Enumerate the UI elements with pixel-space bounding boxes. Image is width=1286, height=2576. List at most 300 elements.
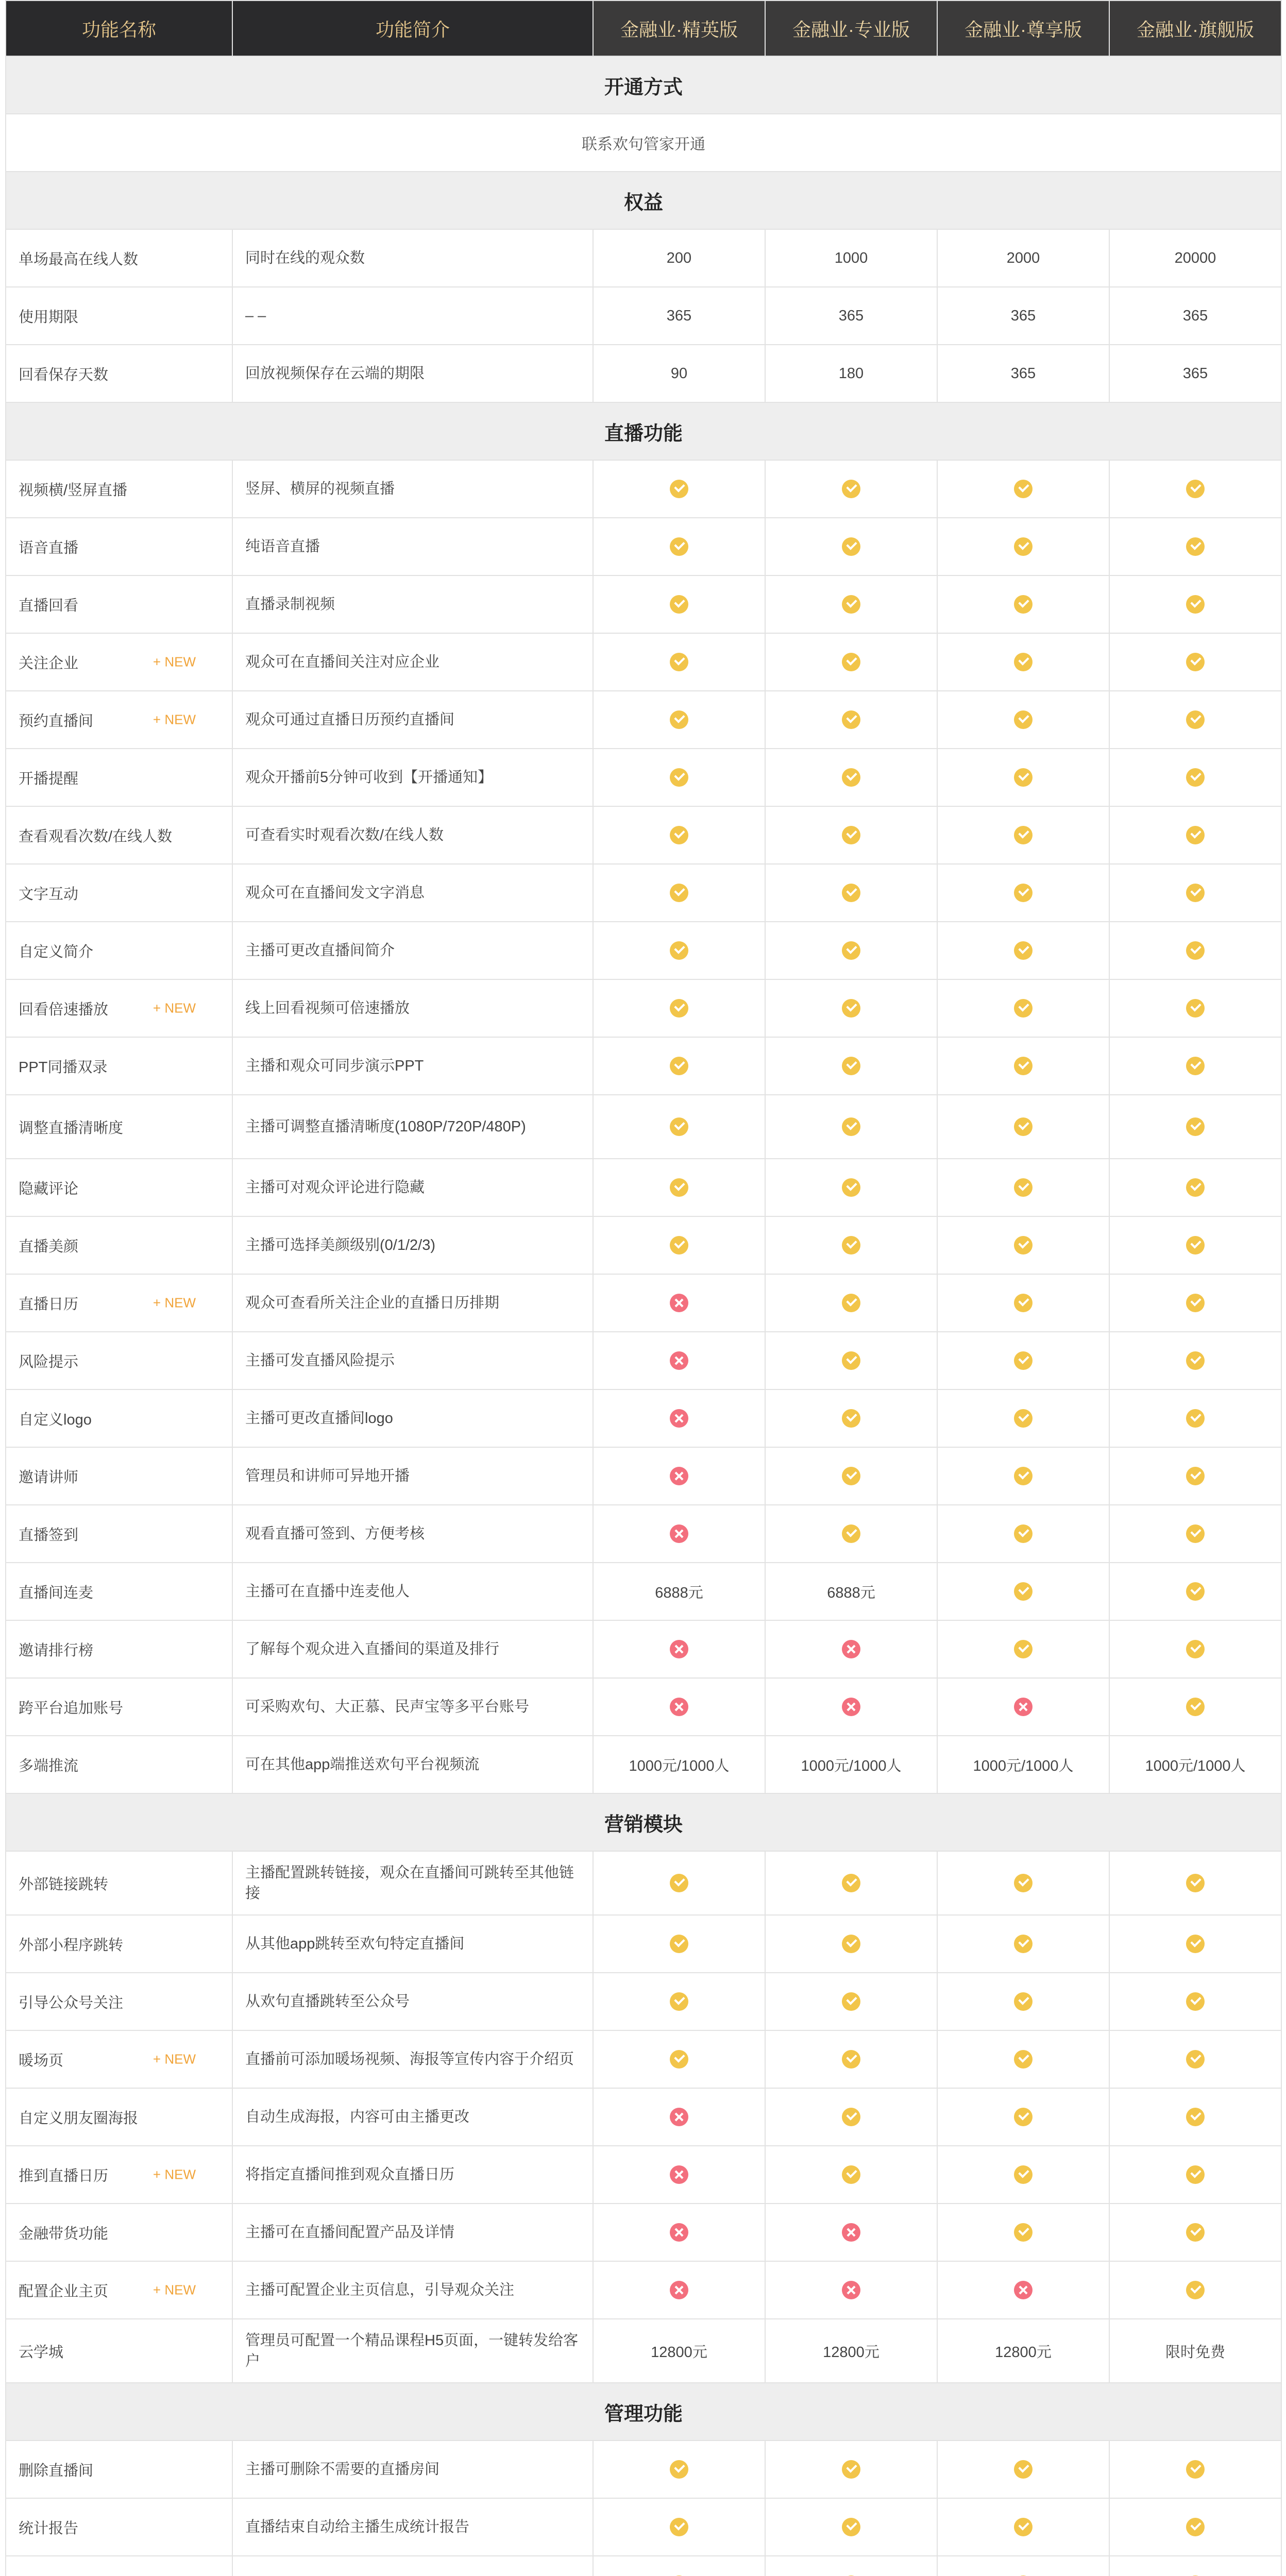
- plan-value-cell: [593, 806, 765, 864]
- section-title: 权益: [6, 172, 1281, 229]
- check-icon: [670, 768, 688, 787]
- plan-value-cell: [765, 806, 937, 864]
- plan-value-cell: [593, 345, 765, 402]
- feature-description: [232, 2556, 593, 2576]
- feature-name: 风险提示: [19, 1353, 79, 1370]
- plan-value-cell: [593, 1505, 765, 1563]
- check-icon: [670, 826, 688, 844]
- feature-name: 直播美颜: [19, 1238, 79, 1255]
- feature-name-cell: [6, 691, 232, 749]
- check-icon: [1186, 2223, 1205, 2242]
- plan-value-cell: [765, 1095, 937, 1159]
- table-body: [6, 56, 1281, 2576]
- section-title: 管理功能: [6, 2383, 1281, 2441]
- plan-value-cell: [937, 2204, 1109, 2261]
- check-icon: [1186, 826, 1205, 844]
- feature-name: 使用期限: [19, 309, 79, 326]
- plan-value-cell: [593, 1620, 765, 1678]
- header-feature-name: 功能名称: [6, 1, 232, 56]
- section-header-row: [6, 402, 1281, 460]
- table-row: [6, 287, 1281, 345]
- table-row: [6, 345, 1281, 402]
- feature-name: 直播日历: [19, 1296, 79, 1313]
- plan-value-cell: [1109, 1159, 1281, 1216]
- plan-value-cell: [1109, 979, 1281, 1037]
- plan-value-cell: [593, 922, 765, 979]
- new-badge: + NEW: [153, 2166, 196, 2182]
- feature-name-cell: [6, 979, 232, 1037]
- plan-value-cell: [937, 1095, 1109, 1159]
- plan-value-cell: [765, 1620, 937, 1678]
- plan-value-cell: [765, 1159, 937, 1216]
- feature-name-cell: [6, 1159, 232, 1216]
- plan-value-cell: [593, 1447, 765, 1505]
- plan-value-cell: [1109, 229, 1281, 287]
- plan-value-cell: [937, 1037, 1109, 1095]
- plan-value-cell: [937, 518, 1109, 575]
- plan-value-cell: [593, 1332, 765, 1389]
- plan-value-cell: [765, 2261, 937, 2319]
- plan-value-cell: [937, 1563, 1109, 1620]
- feature-name-cell: [6, 1389, 232, 1447]
- check-icon: [670, 710, 688, 729]
- check-icon: [1014, 941, 1033, 960]
- feature-name: 隐藏评论: [19, 1180, 79, 1197]
- feature-name-cell: [6, 1563, 232, 1620]
- check-icon: [1014, 1294, 1033, 1312]
- new-badge: + NEW: [153, 1000, 196, 1016]
- check-icon: [842, 1117, 860, 1136]
- check-icon: [1014, 1409, 1033, 1428]
- plan-value-cell: [1109, 806, 1281, 864]
- check-icon: [1186, 2518, 1205, 2536]
- feature-name: 调整直播清晰度: [19, 1120, 124, 1137]
- plan-value-cell: [937, 749, 1109, 806]
- cross-icon: [670, 2108, 688, 2126]
- feature-name-cell: [6, 1736, 232, 1793]
- plan-value: 90: [670, 365, 688, 382]
- plan-value-cell: [765, 2146, 937, 2204]
- plan-value-cell: [937, 345, 1109, 402]
- feature-name: 暖场页: [19, 2052, 64, 2069]
- feature-name-cell: [6, 2030, 232, 2088]
- plan-value-cell: [593, 2261, 765, 2319]
- plan-value-cell: [1109, 2030, 1281, 2088]
- section-note-row: [6, 114, 1281, 172]
- check-icon: [842, 2108, 860, 2126]
- plan-value-cell: [1109, 1678, 1281, 1736]
- table-row: [6, 2498, 1281, 2556]
- plan-value-cell: [937, 2030, 1109, 2088]
- plan-value-cell: [593, 575, 765, 633]
- table-row: [6, 1332, 1281, 1389]
- new-badge: + NEW: [153, 711, 196, 727]
- plan-value-cell: [937, 2319, 1109, 2383]
- feature-name: 统计报告: [19, 2520, 79, 2537]
- plan-value-cell: [593, 229, 765, 287]
- table-row: [6, 1915, 1281, 1973]
- check-icon: [670, 595, 688, 614]
- plan-value-cell: [765, 1389, 937, 1447]
- plan-value-cell: [1109, 1389, 1281, 1447]
- cross-icon: [670, 2281, 688, 2299]
- plan-value-cell: [937, 633, 1109, 691]
- plan-value: 365: [666, 307, 692, 324]
- feature-description: 纯语音直播: [232, 518, 593, 575]
- feature-name: 自定义朋友圈海报: [19, 2110, 139, 2127]
- feature-name: 直播间连麦: [19, 1584, 94, 1601]
- check-icon: [1014, 2108, 1033, 2126]
- plan-value-cell: [765, 749, 937, 806]
- table-row: [6, 1037, 1281, 1095]
- plan-value-cell: [593, 691, 765, 749]
- feature-name: 外部链接跳转: [19, 1876, 109, 1893]
- plan-value-cell: [937, 691, 1109, 749]
- check-icon: [842, 537, 860, 556]
- plan-value: 限时免费: [1165, 2344, 1225, 2361]
- plan-value-cell: [1109, 1505, 1281, 1563]
- check-icon: [1014, 1117, 1033, 1136]
- plan-value-cell: [593, 518, 765, 575]
- check-icon: [1186, 2460, 1205, 2479]
- feature-name: 邀请排行榜: [19, 1642, 94, 1659]
- check-icon: [1186, 2281, 1205, 2299]
- check-icon: [670, 2518, 688, 2536]
- plan-value-cell: [1109, 575, 1281, 633]
- feature-name-cell: [6, 2204, 232, 2261]
- check-icon: [1014, 1874, 1033, 1892]
- feature-description: 可查看实时观看次数/在线人数: [232, 806, 593, 864]
- feature-name: 跨平台追加账号: [19, 1700, 124, 1717]
- plan-value-cell: [765, 2441, 937, 2498]
- plan-value-cell: [1109, 1037, 1281, 1095]
- feature-name: 直播签到: [19, 1527, 79, 1544]
- plan-value-cell: [765, 575, 937, 633]
- plan-value-cell: [593, 2204, 765, 2261]
- plan-value-cell: [1109, 2498, 1281, 2556]
- plan-value-cell: [1109, 518, 1281, 575]
- check-icon: [1186, 1117, 1205, 1136]
- plan-value-cell: [1109, 2146, 1281, 2204]
- plan-value-cell: [593, 749, 765, 806]
- plan-value-cell: [593, 1851, 765, 1915]
- check-icon: [842, 2050, 860, 2069]
- plan-value-cell: [593, 2441, 765, 2498]
- plan-value-cell: [937, 2261, 1109, 2319]
- plan-value-cell: [765, 922, 937, 979]
- feature-description: 主播可更改直播间简介: [232, 922, 593, 979]
- check-icon: [1186, 653, 1205, 671]
- plan-value-cell: [593, 2146, 765, 2204]
- cross-icon: [670, 1294, 688, 1312]
- plan-value-cell: [1109, 1736, 1281, 1793]
- plan-value-cell: [1109, 1851, 1281, 1915]
- check-icon: [842, 480, 860, 498]
- header-plan-premium[interactable]: 金融业·尊享版: [937, 1, 1109, 56]
- section-title: 开通方式: [6, 56, 1281, 114]
- feature-description: 从其他app跳转至欢句特定直播间: [232, 1915, 593, 1973]
- check-icon: [670, 1935, 688, 1953]
- plan-value-cell: [937, 1389, 1109, 1447]
- plan-value-cell: [593, 1159, 765, 1216]
- cross-icon: [842, 1640, 860, 1658]
- plan-value-cell: [765, 2498, 937, 2556]
- plan-value-cell: [593, 1037, 765, 1095]
- feature-name: 删除直播间: [19, 2462, 94, 2479]
- feature-name-cell: [6, 1332, 232, 1389]
- plan-value-cell: [593, 2556, 765, 2576]
- plan-value-cell: [937, 1505, 1109, 1563]
- feature-description: 观看直播可签到、方便考核: [232, 1505, 593, 1563]
- plan-value-cell: [765, 1973, 937, 2030]
- cross-icon: [670, 1640, 688, 1658]
- check-icon: [1014, 768, 1033, 787]
- check-icon: [1186, 999, 1205, 1018]
- check-icon: [1186, 1057, 1205, 1075]
- check-icon: [1014, 537, 1033, 556]
- section-title: 营销模块: [6, 1793, 1281, 1851]
- cross-icon: [670, 1351, 688, 1370]
- feature-name-cell: [6, 922, 232, 979]
- feature-description: 主播可选择美颜级别(0/1/2/3): [232, 1216, 593, 1274]
- feature-name: 语音直播: [19, 539, 79, 556]
- plan-value: 365: [1182, 365, 1208, 382]
- check-icon: [1186, 1640, 1205, 1658]
- feature-name-cell: [6, 1620, 232, 1678]
- feature-name: 回看保存天数: [19, 366, 109, 383]
- check-icon: [1186, 941, 1205, 960]
- check-icon: [1186, 1236, 1205, 1255]
- check-icon: [1186, 710, 1205, 729]
- table-row: [6, 1505, 1281, 1563]
- plan-value: 365: [1010, 307, 1036, 324]
- check-icon: [1186, 2050, 1205, 2069]
- plan-value-cell: [937, 922, 1109, 979]
- plan-value-cell: [1109, 1973, 1281, 2030]
- check-icon: [842, 768, 860, 787]
- feature-description: 主播和观众可同步演示PPT: [232, 1037, 593, 1095]
- plan-value-cell: [1109, 2556, 1281, 2576]
- feature-description: 观众可在直播间关注对应企业: [232, 633, 593, 691]
- feature-name-cell: [6, 1505, 232, 1563]
- plan-value-cell: [593, 2030, 765, 2088]
- plan-value-cell: [765, 1274, 937, 1332]
- check-icon: [1014, 1351, 1033, 1370]
- plan-value-cell: [937, 229, 1109, 287]
- check-icon: [1186, 1698, 1205, 1716]
- feature-name: 推到直播日历: [19, 2167, 109, 2184]
- plan-value-cell: [765, 460, 937, 518]
- feature-name-cell: [6, 2146, 232, 2204]
- check-icon: [1186, 768, 1205, 787]
- cross-icon: [1014, 2281, 1033, 2299]
- feature-name-cell: [6, 2498, 232, 2556]
- table-row: [6, 864, 1281, 922]
- plan-value-cell: [593, 979, 765, 1037]
- plan-value: 12800元: [651, 2344, 707, 2361]
- plan-value-cell: [937, 1973, 1109, 2030]
- plan-value-cell: [593, 287, 765, 345]
- check-icon: [670, 941, 688, 960]
- feature-name: 邀请讲师: [19, 1469, 79, 1486]
- feature-name: 关注企业: [19, 655, 79, 672]
- plan-value-cell: [593, 2498, 765, 2556]
- plan-value-cell: [593, 2319, 765, 2383]
- check-icon: [1186, 1874, 1205, 1892]
- plan-value-cell: [937, 1915, 1109, 1973]
- check-icon: [670, 1236, 688, 1255]
- plan-value-cell: [765, 1915, 937, 1973]
- check-icon: [1014, 480, 1033, 498]
- plan-value-cell: [593, 1678, 765, 1736]
- check-icon: [1186, 2165, 1205, 2184]
- check-icon: [1186, 537, 1205, 556]
- cross-icon: [842, 2223, 860, 2242]
- feature-description: 观众开播前5分钟可收到【开播通知】: [232, 749, 593, 806]
- plan-value-cell: [765, 518, 937, 575]
- check-icon: [1186, 1351, 1205, 1370]
- plan-value: 12800元: [823, 2344, 879, 2361]
- plan-value-cell: [937, 2441, 1109, 2498]
- new-badge: + NEW: [153, 2282, 196, 2298]
- plan-value-cell: [765, 287, 937, 345]
- feature-name: 引导公众号关注: [19, 1994, 124, 2011]
- feature-name: 多端推流: [19, 1757, 79, 1774]
- check-icon: [842, 826, 860, 844]
- plan-value-cell: [1109, 922, 1281, 979]
- check-icon: [842, 1992, 860, 2011]
- feature-name: 金融带货功能: [19, 2225, 109, 2242]
- plan-value-cell: [1109, 1915, 1281, 1973]
- feature-name-cell: [6, 1274, 232, 1332]
- table-row: [6, 806, 1281, 864]
- feature-description: 线上回看视频可倍速播放: [232, 979, 593, 1037]
- table-row: [6, 1274, 1281, 1332]
- check-icon: [1186, 884, 1205, 902]
- check-icon: [842, 1524, 860, 1543]
- feature-description: 主播可对观众评论进行隐藏: [232, 1159, 593, 1216]
- check-icon: [842, 2518, 860, 2536]
- cross-icon: [670, 1698, 688, 1716]
- table-row: [6, 749, 1281, 806]
- feature-name-cell: [6, 1095, 232, 1159]
- plan-value-cell: [1109, 2204, 1281, 2261]
- table-row: [6, 691, 1281, 749]
- feature-name-cell: [6, 1216, 232, 1274]
- check-icon: [670, 2050, 688, 2069]
- feature-description: 观众可通过直播日历预约直播间: [232, 691, 593, 749]
- check-icon: [670, 884, 688, 902]
- check-icon: [842, 1236, 860, 1255]
- header-plan-flagship[interactable]: 金融业·旗舰版: [1109, 1, 1281, 56]
- new-badge: + NEW: [153, 2051, 196, 2067]
- plan-value-cell: [1109, 2319, 1281, 2383]
- feature-name: 开播提醒: [19, 770, 79, 787]
- plan-value-cell: [593, 460, 765, 518]
- feature-name: 直播回看: [19, 597, 79, 614]
- table-row: [6, 1563, 1281, 1620]
- feature-name: 回看倍速播放: [19, 1001, 109, 1018]
- plan-value: 1000元/1000人: [1145, 1757, 1246, 1774]
- plan-value-cell: [765, 2319, 937, 2383]
- plan-value-cell: [765, 2204, 937, 2261]
- table-row: [6, 2204, 1281, 2261]
- feature-description: 主播可在直播中连麦他人: [232, 1563, 593, 1620]
- plan-value-cell: [1109, 1620, 1281, 1678]
- feature-description: 同时在线的观众数: [232, 229, 593, 287]
- check-icon: [1014, 1992, 1033, 2011]
- feature-name-cell: [6, 806, 232, 864]
- check-icon: [1014, 1524, 1033, 1543]
- table-row: [6, 1851, 1281, 1915]
- plan-value: 1000: [834, 249, 868, 266]
- plan-value-cell: [937, 1447, 1109, 1505]
- cross-icon: [670, 1409, 688, 1428]
- check-icon: [1186, 1582, 1205, 1601]
- check-icon: [1014, 884, 1033, 902]
- feature-name: 查看观看次数/在线人数: [19, 828, 173, 845]
- cross-icon: [670, 1524, 688, 1543]
- plan-value-cell: [593, 1915, 765, 1973]
- table-row: [6, 2441, 1281, 2498]
- feature-name: 预约直播间: [19, 713, 94, 730]
- feature-description: 主播可发直播风险提示: [232, 1332, 593, 1389]
- plan-value: 1000元/1000人: [973, 1757, 1074, 1774]
- cross-icon: [670, 2165, 688, 2184]
- header-plan-pro[interactable]: 金融业·专业版: [765, 1, 937, 56]
- check-icon: [670, 1178, 688, 1197]
- check-icon: [1186, 1409, 1205, 1428]
- plan-value-cell: [765, 979, 937, 1037]
- plan-value: 2000: [1006, 249, 1040, 266]
- plan-value-cell: [765, 1563, 937, 1620]
- check-icon: [842, 595, 860, 614]
- check-icon: [842, 2460, 860, 2479]
- feature-description: 竖屏、横屏的视频直播: [232, 460, 593, 518]
- plan-value-cell: [765, 633, 937, 691]
- table-row: [6, 2261, 1281, 2319]
- table-row: [6, 518, 1281, 575]
- plan-value-cell: [765, 864, 937, 922]
- feature-name-cell: [6, 1915, 232, 1973]
- feature-description: 管理员可配置一个精品课程H5页面，一键转发给客户: [232, 2319, 593, 2383]
- check-icon: [1186, 1992, 1205, 2011]
- plan-value: 6888元: [827, 1584, 875, 1601]
- table-header-row: [6, 1, 1281, 56]
- feature-description: 直播录制视频: [232, 575, 593, 633]
- feature-description: 从欢句直播跳转至公众号: [232, 1973, 593, 2030]
- feature-name-cell: [6, 229, 232, 287]
- section-title: 直播功能: [6, 402, 1281, 460]
- table-row: [6, 1389, 1281, 1447]
- table-row: [6, 1973, 1281, 2030]
- check-icon: [1186, 1294, 1205, 1312]
- plan-value-cell: [765, 691, 937, 749]
- feature-name-cell: [6, 575, 232, 633]
- section-header-row: [6, 56, 1281, 114]
- check-icon: [1014, 1935, 1033, 1953]
- check-icon: [670, 653, 688, 671]
- feature-description: 主播可在直播间配置产品及详情: [232, 2204, 593, 2261]
- plan-value-cell: [937, 1678, 1109, 1736]
- feature-name-cell: [6, 749, 232, 806]
- check-icon: [842, 1874, 860, 1892]
- header-plan-elite[interactable]: 金融业·精英版: [593, 1, 765, 56]
- plan-value: 6888元: [655, 1584, 703, 1601]
- check-icon: [1014, 2050, 1033, 2069]
- plan-value-cell: [937, 1851, 1109, 1915]
- feature-description: 自动生成海报，内容可由主播更改: [232, 2088, 593, 2146]
